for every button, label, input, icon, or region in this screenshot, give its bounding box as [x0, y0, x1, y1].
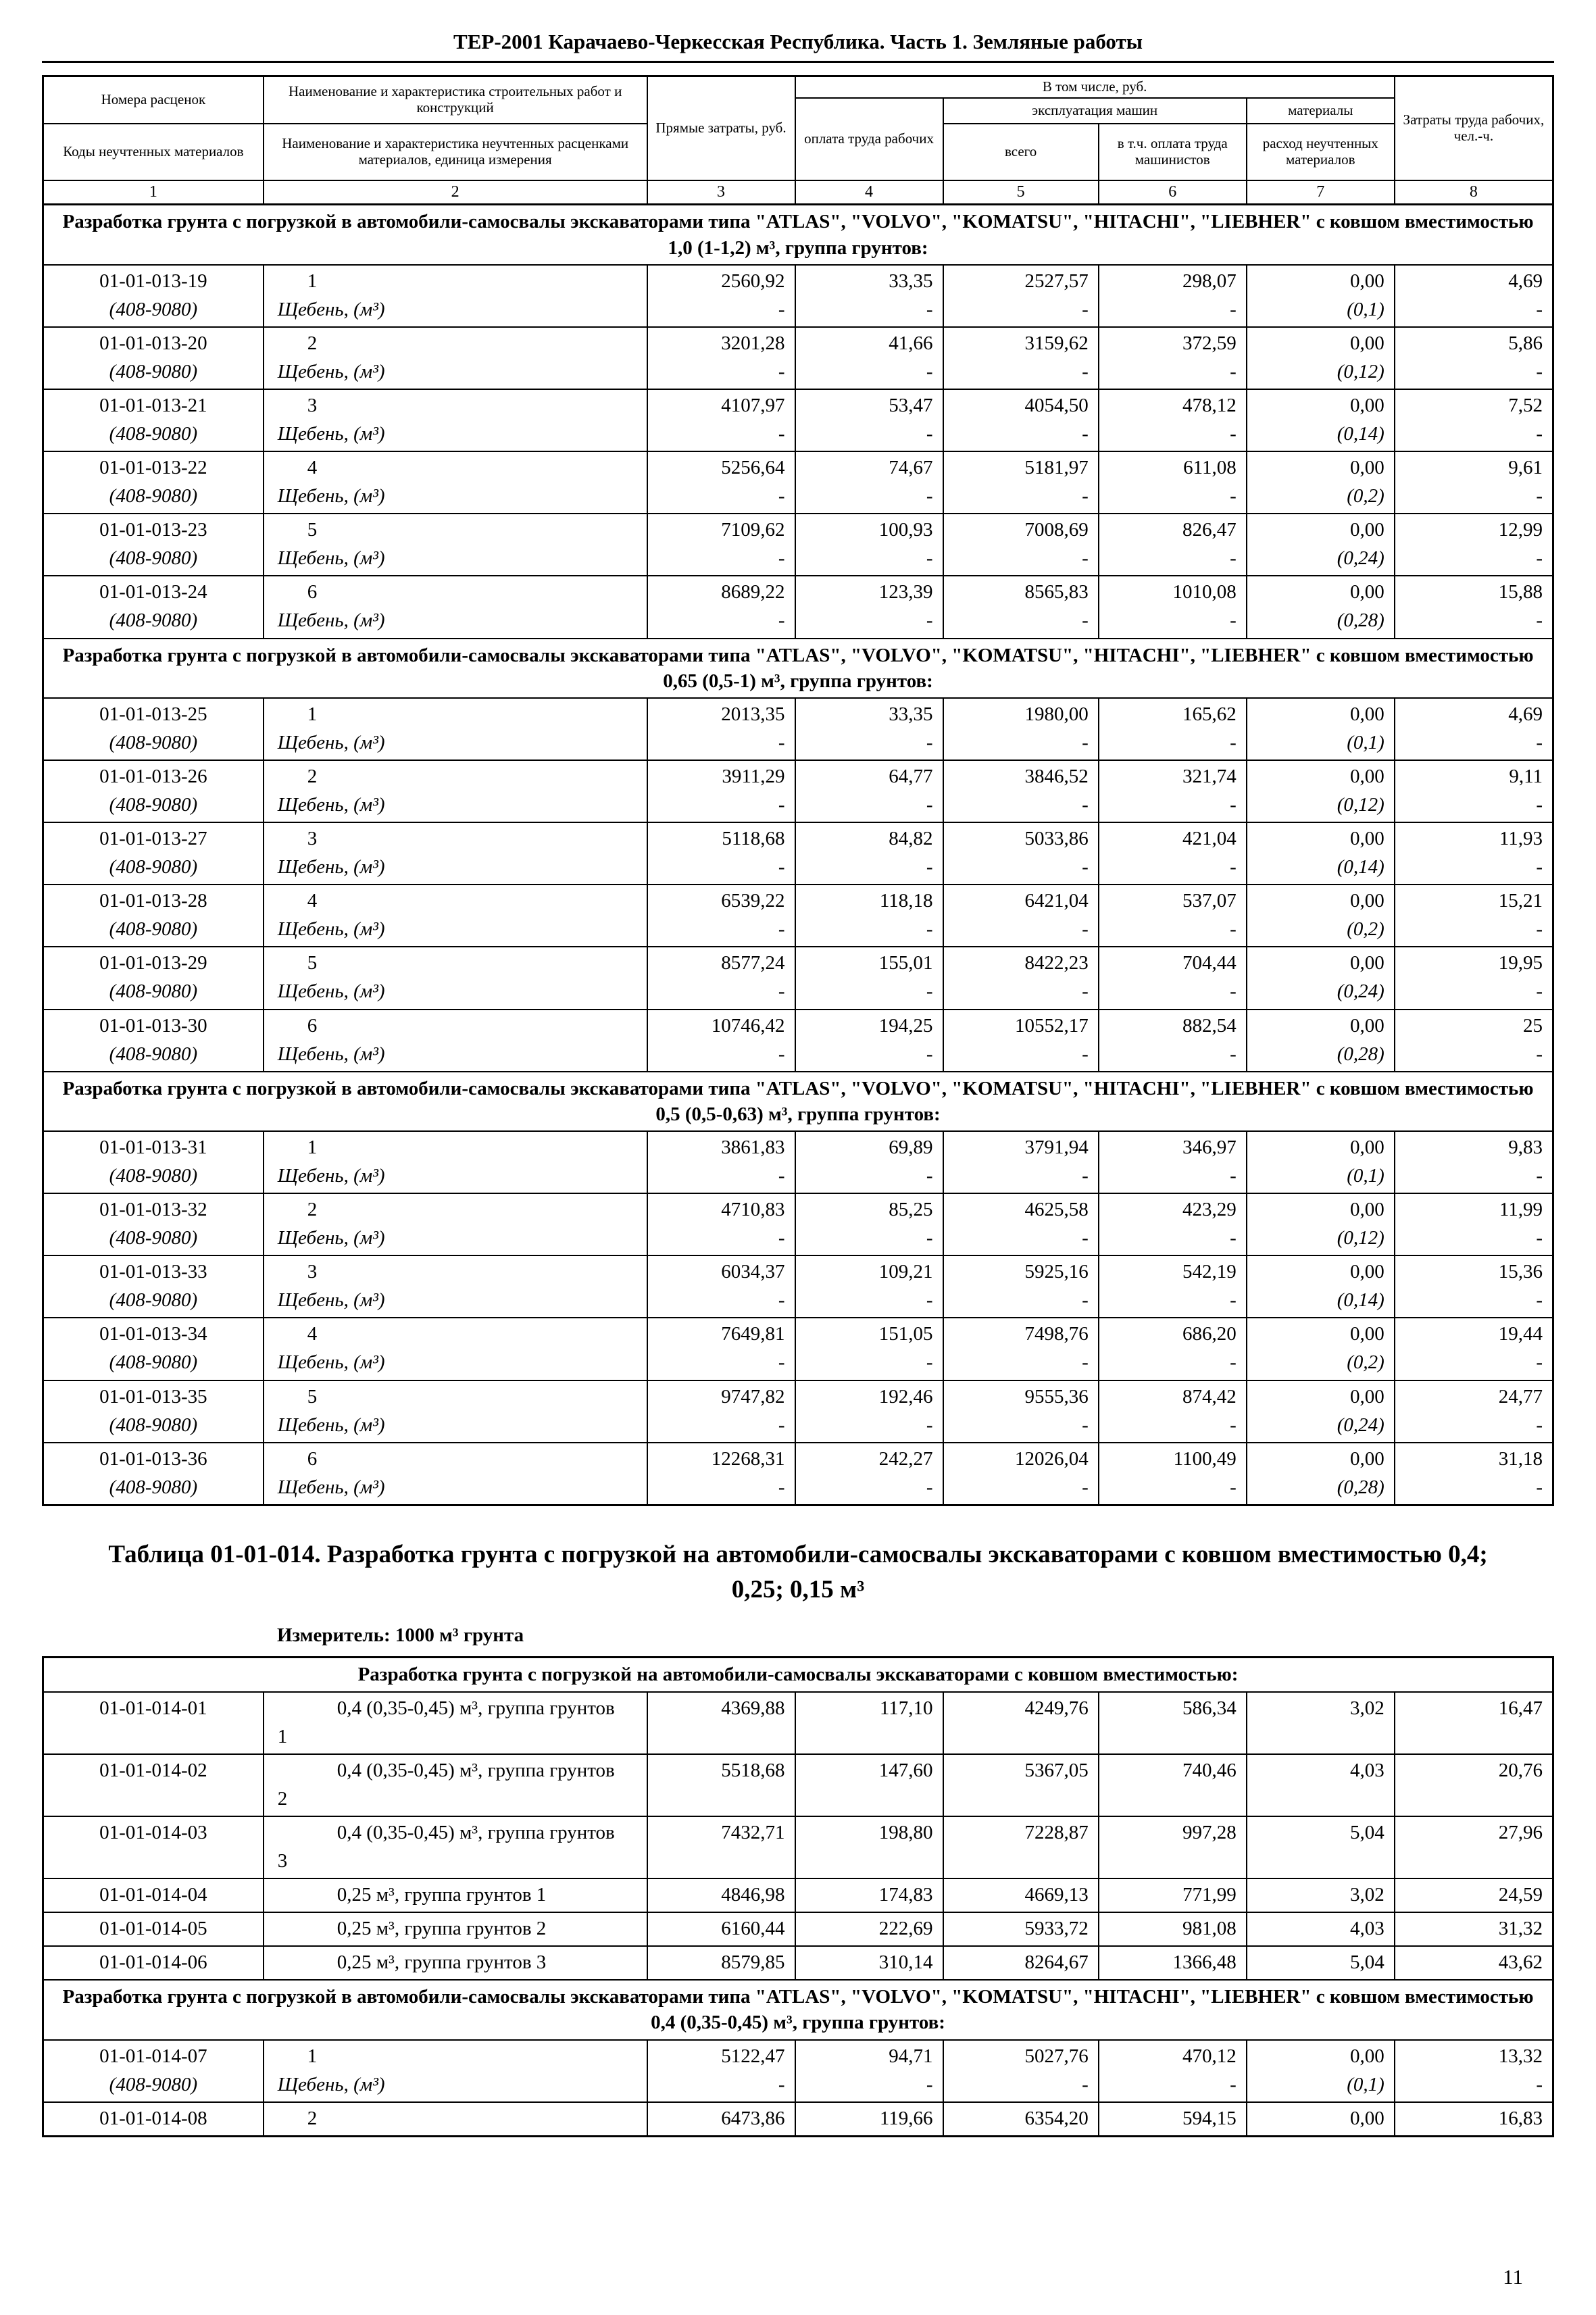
work-name-cell: 6 Щебень, (м³) — [264, 1443, 647, 1505]
col-number: 1 — [43, 180, 264, 205]
value-cell: 3201,28 - — [647, 327, 795, 389]
rate-code-cell: 01-01-014-02 — [43, 1754, 264, 1816]
value-cell: 874,42 - — [1099, 1380, 1247, 1443]
value-cell: 12268,31 - — [647, 1443, 795, 1505]
value-cell: 470,12 - — [1099, 2040, 1247, 2102]
value-cell: 194,25 - — [795, 1010, 943, 1072]
value-cell: 0,00 (0,28) — [1247, 576, 1395, 638]
value-cell: 421,04 - — [1099, 822, 1247, 885]
value-cell: 0,00 (0,14) — [1247, 1255, 1395, 1318]
value-cell: 31,18 - — [1395, 1443, 1553, 1505]
value-cell: 117,10 — [795, 1692, 943, 1754]
rate-code-cell: 01-01-013-31 (408-9080) — [43, 1131, 264, 1193]
value-cell: 8565,83 - — [943, 576, 1099, 638]
measurement-unit: Измеритель: 1000 м³ грунта — [277, 1624, 524, 1647]
value-cell: 11,93 - — [1395, 822, 1553, 885]
rate-row — [43, 1912, 1553, 1946]
value-cell: 310,14 — [795, 1946, 943, 1980]
work-name-cell: 2 Щебень, (м³) — [264, 760, 647, 822]
col-header-work-name: Наименование и характеристика строительных работ и конструкций — [264, 76, 647, 124]
col-header-machines-total: всего — [943, 124, 1099, 180]
work-name-cell: 6 Щебень, (м³) — [264, 576, 647, 638]
value-cell: 24,77 - — [1395, 1380, 1553, 1443]
section-header: Разработка грунта с погрузкой в автомобили-самосвалы экскаваторами типа "ATLAS", "VOLVO", "KOMATSU", "HITACHI", "LIEBHER" с ковшом вместимостью 0,5 (0,5-0,63) м³, группа грунтов: — [43, 1072, 1553, 1132]
value-cell: 8577,24 - — [647, 947, 795, 1009]
rate-row — [43, 327, 1553, 389]
value-cell: 16,83 — [1395, 2102, 1553, 2137]
rate-code-cell: 01-01-013-30 (408-9080) — [43, 1010, 264, 1072]
value-cell: 64,77 - — [795, 760, 943, 822]
work-name-cell: 3 Щебень, (м³) — [264, 1255, 647, 1318]
value-cell: 123,39 - — [795, 576, 943, 638]
value-cell: 13,32 - — [1395, 2040, 1553, 2102]
value-cell: 478,12 - — [1099, 389, 1247, 451]
value-cell: 15,88 - — [1395, 576, 1553, 638]
col-number: 2 — [264, 180, 647, 205]
value-cell: 5122,47 - — [647, 2040, 795, 2102]
value-cell: 1980,00 - — [943, 698, 1099, 760]
value-cell: 174,83 — [795, 1878, 943, 1912]
value-cell: 1100,49 - — [1099, 1443, 1247, 1505]
work-name-cell: 3 Щебень, (м³) — [264, 389, 647, 451]
value-cell: 5,04 — [1247, 1816, 1395, 1878]
work-name-cell: 1 Щебень, (м³) — [264, 1131, 647, 1193]
section-header: Разработка грунта с погрузкой на автомобили-самосвалы экскаваторами с ковшом вместимостью: — [43, 1658, 1553, 1692]
value-cell: 8579,85 — [647, 1946, 795, 1980]
page-number: 11 — [1503, 2265, 1523, 2289]
col-number: 4 — [795, 180, 943, 205]
value-cell: 4054,50 - — [943, 389, 1099, 451]
value-cell: 222,69 — [795, 1912, 943, 1946]
rate-row — [43, 1692, 1553, 1754]
value-cell: 5,04 — [1247, 1946, 1395, 1980]
value-cell: 0,00 (0,14) — [1247, 822, 1395, 885]
rate-row — [43, 1318, 1553, 1380]
value-cell: 2560,92 - — [647, 265, 795, 327]
value-cell: 15,36 - — [1395, 1255, 1553, 1318]
value-cell: 8422,23 - — [943, 947, 1099, 1009]
rate-row — [43, 1443, 1553, 1505]
value-cell: 0,00 (0,1) — [1247, 2040, 1395, 2102]
value-cell: 25 - — [1395, 1010, 1553, 1072]
value-cell: 4625,58 - — [943, 1193, 1099, 1255]
value-cell: 346,97 - — [1099, 1131, 1247, 1193]
work-name-cell: 4 Щебень, (м³) — [264, 1318, 647, 1380]
value-cell: 85,25 - — [795, 1193, 943, 1255]
value-cell: 4669,13 — [943, 1878, 1099, 1912]
col-header-including: В том числе, руб. — [795, 76, 1395, 98]
value-cell: 8689,22 - — [647, 576, 795, 638]
col-header-uncounted-codes: Коды неучтенных материалов — [43, 124, 264, 180]
value-cell: 5933,72 — [943, 1912, 1099, 1946]
value-cell: 74,67 - — [795, 451, 943, 514]
work-name-cell: 1 Щебень, (м³) — [264, 2040, 647, 2102]
value-cell: 43,62 — [1395, 1946, 1553, 1980]
rate-row — [43, 576, 1553, 638]
value-cell: 147,60 — [795, 1754, 943, 1816]
value-cell: 4,69 - — [1395, 265, 1553, 327]
col-number: 8 — [1395, 180, 1553, 205]
value-cell: 4710,83 - — [647, 1193, 795, 1255]
work-name-cell: 4 Щебень, (м³) — [264, 451, 647, 514]
value-cell: 10552,17 - — [943, 1010, 1099, 1072]
value-cell: 5256,64 - — [647, 451, 795, 514]
section-header-row — [43, 639, 1553, 699]
value-cell: 4,03 — [1247, 1912, 1395, 1946]
value-cell: 4,69 - — [1395, 698, 1553, 760]
value-cell: 9555,36 - — [943, 1380, 1099, 1443]
section-header-row — [43, 1980, 1553, 2040]
rate-code-cell: 01-01-013-24 (408-9080) — [43, 576, 264, 638]
rate-row — [43, 1131, 1553, 1193]
value-cell: 12026,04 - — [943, 1443, 1099, 1505]
value-cell: 321,74 - — [1099, 760, 1247, 822]
work-name-cell: 1 Щебень, (м³) — [264, 698, 647, 760]
col-number: 7 — [1247, 180, 1395, 205]
value-cell: 771,99 — [1099, 1878, 1247, 1912]
section-header-row — [43, 1072, 1553, 1132]
value-cell: 5518,68 — [647, 1754, 795, 1816]
value-cell: 7228,87 — [943, 1816, 1099, 1878]
section-header: Разработка грунта с погрузкой в автомобили-самосвалы экскаваторами типа "ATLAS", "VOLVO", "KOMATSU", "HITACHI", "LIEBHER" с ковшом вместимостью 1,0 (1-1,2) м³, группа грунтов: — [43, 205, 1553, 265]
section-header-row — [43, 1658, 1553, 1692]
value-cell: 0,00 (0,24) — [1247, 1380, 1395, 1443]
work-name-cell: 0,4 (0,35-0,45) м³, группа грунтов 2 — [264, 1754, 647, 1816]
rate-code-cell: 01-01-013-34 (408-9080) — [43, 1318, 264, 1380]
value-cell: 5367,05 — [943, 1754, 1099, 1816]
value-cell: 5027,76 - — [943, 2040, 1099, 2102]
running-header: ТЕР-2001 Карачаево-Черкесская Республика. Часть 1. Земляные работы — [42, 30, 1554, 63]
value-cell: 0,00 (0,1) — [1247, 265, 1395, 327]
value-cell: 3911,29 - — [647, 760, 795, 822]
rates-table-013 — [42, 75, 1554, 1506]
value-cell: 6354,20 — [943, 2102, 1099, 2137]
rate-row — [43, 1816, 1553, 1878]
rate-code-cell: 01-01-013-26 (408-9080) — [43, 760, 264, 822]
rate-code-cell: 01-01-013-19 (408-9080) — [43, 265, 264, 327]
section-header: Разработка грунта с погрузкой в автомобили-самосвалы экскаваторами типа "ATLAS", "VOLVO", "KOMATSU", "HITACHI", "LIEBHER" с ковшом вместимостью 0,65 (0,5-1) м³, группа грунтов: — [43, 639, 1553, 699]
value-cell: 11,99 - — [1395, 1193, 1553, 1255]
rate-row — [43, 1878, 1553, 1912]
value-cell: 9,83 - — [1395, 1131, 1553, 1193]
value-cell: 155,01 - — [795, 947, 943, 1009]
col-number: 6 — [1099, 180, 1247, 205]
work-name-cell: 5 Щебень, (м³) — [264, 1380, 647, 1443]
rate-row — [43, 1946, 1553, 1980]
value-cell: 19,44 - — [1395, 1318, 1553, 1380]
value-cell: 2013,35 - — [647, 698, 795, 760]
value-cell: 3159,62 - — [943, 327, 1099, 389]
rate-row — [43, 947, 1553, 1009]
value-cell: 423,29 - — [1099, 1193, 1247, 1255]
rate-code-cell: 01-01-013-21 (408-9080) — [43, 389, 264, 451]
value-cell: 24,59 — [1395, 1878, 1553, 1912]
value-cell: 7432,71 — [647, 1816, 795, 1878]
work-name-cell: 3 Щебень, (м³) — [264, 822, 647, 885]
value-cell: 118,18 - — [795, 885, 943, 947]
value-cell: 0,00 — [1247, 2102, 1395, 2137]
value-cell: 0,00 (0,24) — [1247, 514, 1395, 576]
value-cell: 3791,94 - — [943, 1131, 1099, 1193]
table-014-title: Таблица 01-01-014. Разработка грунта с погрузкой на автомобили-самосвалы экскаваторами с ковшом вместимостью 0,4; 0,25; 0,15 м³ — [108, 1540, 1488, 1603]
value-cell: 6473,86 — [647, 2102, 795, 2137]
value-cell: 6034,37 - — [647, 1255, 795, 1318]
rate-row — [43, 1193, 1553, 1255]
work-name-cell: 6 Щебень, (м³) — [264, 1010, 647, 1072]
rate-code-cell: 01-01-013-36 (408-9080) — [43, 1443, 264, 1505]
value-cell: 53,47 - — [795, 389, 943, 451]
work-name-cell: 5 Щебень, (м³) — [264, 514, 647, 576]
value-cell: 7008,69 - — [943, 514, 1099, 576]
col-number: 5 — [943, 180, 1099, 205]
col-header-workers-pay: оплата труда рабочих — [795, 98, 943, 180]
value-cell: 16,47 — [1395, 1692, 1553, 1754]
rate-row — [43, 885, 1553, 947]
col-number: 3 — [647, 180, 795, 205]
value-cell: 9747,82 - — [647, 1380, 795, 1443]
work-name-cell: 0,25 м³, группа грунтов 3 — [264, 1946, 647, 1980]
work-name-cell: 0,4 (0,35-0,45) м³, группа грунтов 3 — [264, 1816, 647, 1878]
value-cell: 4,03 — [1247, 1754, 1395, 1816]
value-cell: 4369,88 — [647, 1692, 795, 1754]
value-cell: 242,27 - — [795, 1443, 943, 1505]
value-cell: 20,76 — [1395, 1754, 1553, 1816]
value-cell: 1010,08 - — [1099, 576, 1247, 638]
value-cell: 981,08 — [1099, 1912, 1247, 1946]
value-cell: 9,61 - — [1395, 451, 1553, 514]
value-cell: 119,66 — [795, 2102, 943, 2137]
col-header-uncounted-materials-name: Наименование и характеристика неучтенных расценками материалов, единица измерения — [264, 124, 647, 180]
value-cell: 19,95 - — [1395, 947, 1553, 1009]
column-numbers-row — [43, 180, 1553, 205]
value-cell: 4846,98 — [647, 1878, 795, 1912]
rate-code-cell: 01-01-014-05 — [43, 1912, 264, 1946]
value-cell: 7498,76 - — [943, 1318, 1099, 1380]
value-cell: 109,21 - — [795, 1255, 943, 1318]
section-header: Разработка грунта с погрузкой в автомобили-самосвалы экскаваторами типа "ATLAS", "VOLVO", "KOMATSU", "HITACHI", "LIEBHER" с ковшом вместимостью 0,4 (0,35-0,45) м³, группа грунтов: — [43, 1980, 1553, 2040]
rate-row — [43, 1010, 1553, 1072]
value-cell: 12,99 - — [1395, 514, 1553, 576]
table-013-body — [43, 205, 1553, 1505]
rate-code-cell: 01-01-013-33 (408-9080) — [43, 1255, 264, 1318]
col-header-operators-pay: в т.ч. оплата труда машинистов — [1099, 124, 1247, 180]
rate-row — [43, 2102, 1553, 2137]
value-cell: 151,05 - — [795, 1318, 943, 1380]
rate-row — [43, 822, 1553, 885]
rate-row — [43, 514, 1553, 576]
value-cell: 0,00 (0,2) — [1247, 451, 1395, 514]
rate-code-cell: 01-01-014-01 — [43, 1692, 264, 1754]
value-cell: 6160,44 — [647, 1912, 795, 1946]
value-cell: 31,32 — [1395, 1912, 1553, 1946]
rate-row — [43, 1380, 1553, 1443]
rate-code-cell: 01-01-014-07 (408-9080) — [43, 2040, 264, 2102]
value-cell: 5033,86 - — [943, 822, 1099, 885]
value-cell: 0,00 (0,24) — [1247, 947, 1395, 1009]
rate-row — [43, 698, 1553, 760]
value-cell: 7109,62 - — [647, 514, 795, 576]
value-cell: 4249,76 — [943, 1692, 1099, 1754]
value-cell: 8264,67 — [943, 1946, 1099, 1980]
col-header-machines: эксплуатация машин — [943, 98, 1247, 124]
value-cell: 33,35 - — [795, 265, 943, 327]
value-cell: 165,62 - — [1099, 698, 1247, 760]
value-cell: 10746,42 - — [647, 1010, 795, 1072]
value-cell: 0,00 (0,28) — [1247, 1010, 1395, 1072]
value-cell: 0,00 (0,14) — [1247, 389, 1395, 451]
work-name-cell: 0,25 м³, группа грунтов 1 — [264, 1878, 647, 1912]
col-header-rate-numbers: Номера расценок — [43, 76, 264, 124]
value-cell: 826,47 - — [1099, 514, 1247, 576]
rate-code-cell: 01-01-014-03 — [43, 1816, 264, 1878]
value-cell: 1366,48 — [1099, 1946, 1247, 1980]
value-cell: 3861,83 - — [647, 1131, 795, 1193]
value-cell: 372,59 - — [1099, 327, 1247, 389]
value-cell: 0,00 (0,12) — [1247, 327, 1395, 389]
value-cell: 3846,52 - — [943, 760, 1099, 822]
value-cell: 6421,04 - — [943, 885, 1099, 947]
value-cell: 594,15 — [1099, 2102, 1247, 2137]
value-cell: 41,66 - — [795, 327, 943, 389]
value-cell: 0,00 (0,2) — [1247, 885, 1395, 947]
section-header-row — [43, 205, 1553, 265]
value-cell: 2527,57 - — [943, 265, 1099, 327]
work-name-cell: 5 Щебень, (м³) — [264, 947, 647, 1009]
value-cell: 192,46 - — [795, 1380, 943, 1443]
work-name-cell: 2 Щебень, (м³) — [264, 1193, 647, 1255]
table-header — [43, 76, 1553, 205]
rate-row — [43, 760, 1553, 822]
value-cell: 0,00 (0,12) — [1247, 760, 1395, 822]
value-cell: 198,80 — [795, 1816, 943, 1878]
value-cell: 100,93 - — [795, 514, 943, 576]
value-cell: 882,54 - — [1099, 1010, 1247, 1072]
rate-row — [43, 1754, 1553, 1816]
value-cell: 997,28 — [1099, 1816, 1247, 1878]
value-cell: 4107,97 - — [647, 389, 795, 451]
value-cell: 537,07 - — [1099, 885, 1247, 947]
rate-code-cell: 01-01-014-08 — [43, 2102, 264, 2137]
work-name-cell: 0,4 (0,35-0,45) м³, группа грунтов 1 — [264, 1692, 647, 1754]
rate-code-cell: 01-01-013-29 (408-9080) — [43, 947, 264, 1009]
value-cell: 298,07 - — [1099, 265, 1247, 327]
value-cell: 5925,16 - — [943, 1255, 1099, 1318]
rate-row — [43, 389, 1553, 451]
value-cell: 0,00 (0,12) — [1247, 1193, 1395, 1255]
rate-code-cell: 01-01-013-32 (408-9080) — [43, 1193, 264, 1255]
col-header-materials-consumption: расход неучтенных материалов — [1247, 124, 1395, 180]
work-name-cell: 4 Щебень, (м³) — [264, 885, 647, 947]
value-cell: 686,20 - — [1099, 1318, 1247, 1380]
rate-row — [43, 1255, 1553, 1318]
value-cell: 33,35 - — [795, 698, 943, 760]
col-header-labor-costs: Затраты труда рабочих, чел.-ч. — [1395, 76, 1553, 180]
rate-code-cell: 01-01-013-22 (408-9080) — [43, 451, 264, 514]
work-name-cell: 1 Щебень, (м³) — [264, 265, 647, 327]
rate-code-cell: 01-01-013-27 (408-9080) — [43, 822, 264, 885]
table-014-body — [43, 1658, 1553, 2136]
value-cell: 0,00 (0,2) — [1247, 1318, 1395, 1380]
value-cell: 6539,22 - — [647, 885, 795, 947]
rate-code-cell: 01-01-013-25 (408-9080) — [43, 698, 264, 760]
work-name-cell: 0,25 м³, группа грунтов 2 — [264, 1912, 647, 1946]
rate-code-cell: 01-01-013-35 (408-9080) — [43, 1380, 264, 1443]
value-cell: 704,44 - — [1099, 947, 1247, 1009]
rates-table-014 — [42, 1656, 1554, 2137]
col-header-materials: материалы — [1247, 98, 1395, 124]
rate-row — [43, 265, 1553, 327]
value-cell: 94,71 - — [795, 2040, 943, 2102]
value-cell: 9,11 - — [1395, 760, 1553, 822]
value-cell: 69,89 - — [795, 1131, 943, 1193]
value-cell: 3,02 — [1247, 1878, 1395, 1912]
col-header-direct-costs: Прямые затраты, руб. — [647, 76, 795, 180]
value-cell: 3,02 — [1247, 1692, 1395, 1754]
rate-code-cell: 01-01-014-06 — [43, 1946, 264, 1980]
value-cell: 0,00 (0,1) — [1247, 698, 1395, 760]
rate-code-cell: 01-01-014-04 — [43, 1878, 264, 1912]
rate-code-cell: 01-01-013-23 (408-9080) — [43, 514, 264, 576]
value-cell: 586,34 — [1099, 1692, 1247, 1754]
value-cell: 7,52 - — [1395, 389, 1553, 451]
value-cell: 611,08 - — [1099, 451, 1247, 514]
value-cell: 15,21 - — [1395, 885, 1553, 947]
value-cell: 27,96 — [1395, 1816, 1553, 1878]
value-cell: 7649,81 - — [647, 1318, 795, 1380]
value-cell: 740,46 — [1099, 1754, 1247, 1816]
value-cell: 0,00 (0,1) — [1247, 1131, 1395, 1193]
work-name-cell: 2 — [264, 2102, 647, 2137]
rate-code-cell: 01-01-013-28 (408-9080) — [43, 885, 264, 947]
rate-code-cell: 01-01-013-20 (408-9080) — [43, 327, 264, 389]
rate-row — [43, 451, 1553, 514]
value-cell: 84,82 - — [795, 822, 943, 885]
value-cell: 5181,97 - — [943, 451, 1099, 514]
value-cell: 542,19 - — [1099, 1255, 1247, 1318]
value-cell: 5,86 - — [1395, 327, 1553, 389]
work-name-cell: 2 Щебень, (м³) — [264, 327, 647, 389]
value-cell: 0,00 (0,28) — [1247, 1443, 1395, 1505]
rate-row — [43, 2040, 1553, 2102]
value-cell: 5118,68 - — [647, 822, 795, 885]
